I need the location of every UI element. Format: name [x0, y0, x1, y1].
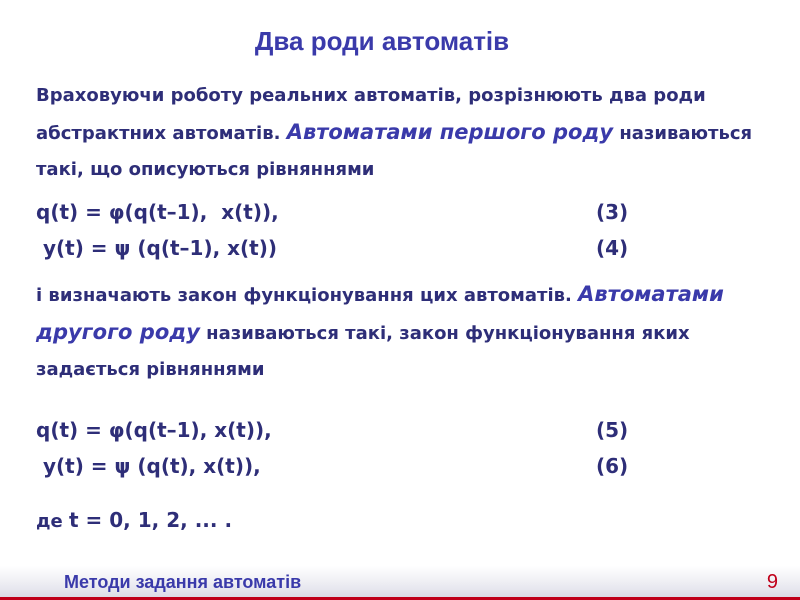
footer-text: Методи задання автоматів [64, 572, 302, 592]
slide-footer [0, 566, 800, 600]
where-clause [36, 508, 636, 538]
intro-paragraph [36, 78, 776, 188]
where-value: t = 0, 1, 2, ... . [69, 508, 233, 532]
equation-6 [36, 454, 636, 484]
equation-5-number: (5) [596, 418, 629, 442]
equation-5 [36, 418, 636, 448]
equation-5-expression: q(t) = φ(q(t–1), x(t)), [36, 418, 272, 442]
equation-6-number: (6) [596, 454, 629, 478]
intro-emphasis: Автоматами першого роду [286, 120, 614, 144]
where-label: де [36, 511, 70, 532]
equation-3-expression: q(t) = φ(q(t–1), x(t)), [36, 200, 279, 224]
middle-emphasis: Автоматами другого роду [36, 282, 724, 344]
intro-text-a: Враховуючи роботу реальних автоматів, розрізнюють два роди абстрактних автоматів. [36, 85, 706, 144]
equation-3 [36, 200, 636, 230]
equation-4-number: (4) [596, 236, 629, 260]
equation-3-number: (3) [596, 200, 629, 224]
page-number: 9 [766, 571, 778, 593]
equation-6-expression: y(t) = ψ (q(t), x(t)), [36, 454, 261, 478]
middle-text-b: називаються такі, закон функціонування яких задається рівняннями [36, 323, 690, 380]
slide-title: Два роди автоматів [254, 26, 510, 56]
middle-paragraph [36, 276, 776, 388]
middle-text-a: і визначають закон функціонування цих автоматів. [36, 285, 579, 306]
equation-4 [36, 236, 636, 266]
intro-text-b: називаються такі, що описуються рівняннями [36, 123, 753, 180]
equation-4-expression: y(t) = ψ (q(t–1), x(t)) [36, 236, 278, 260]
